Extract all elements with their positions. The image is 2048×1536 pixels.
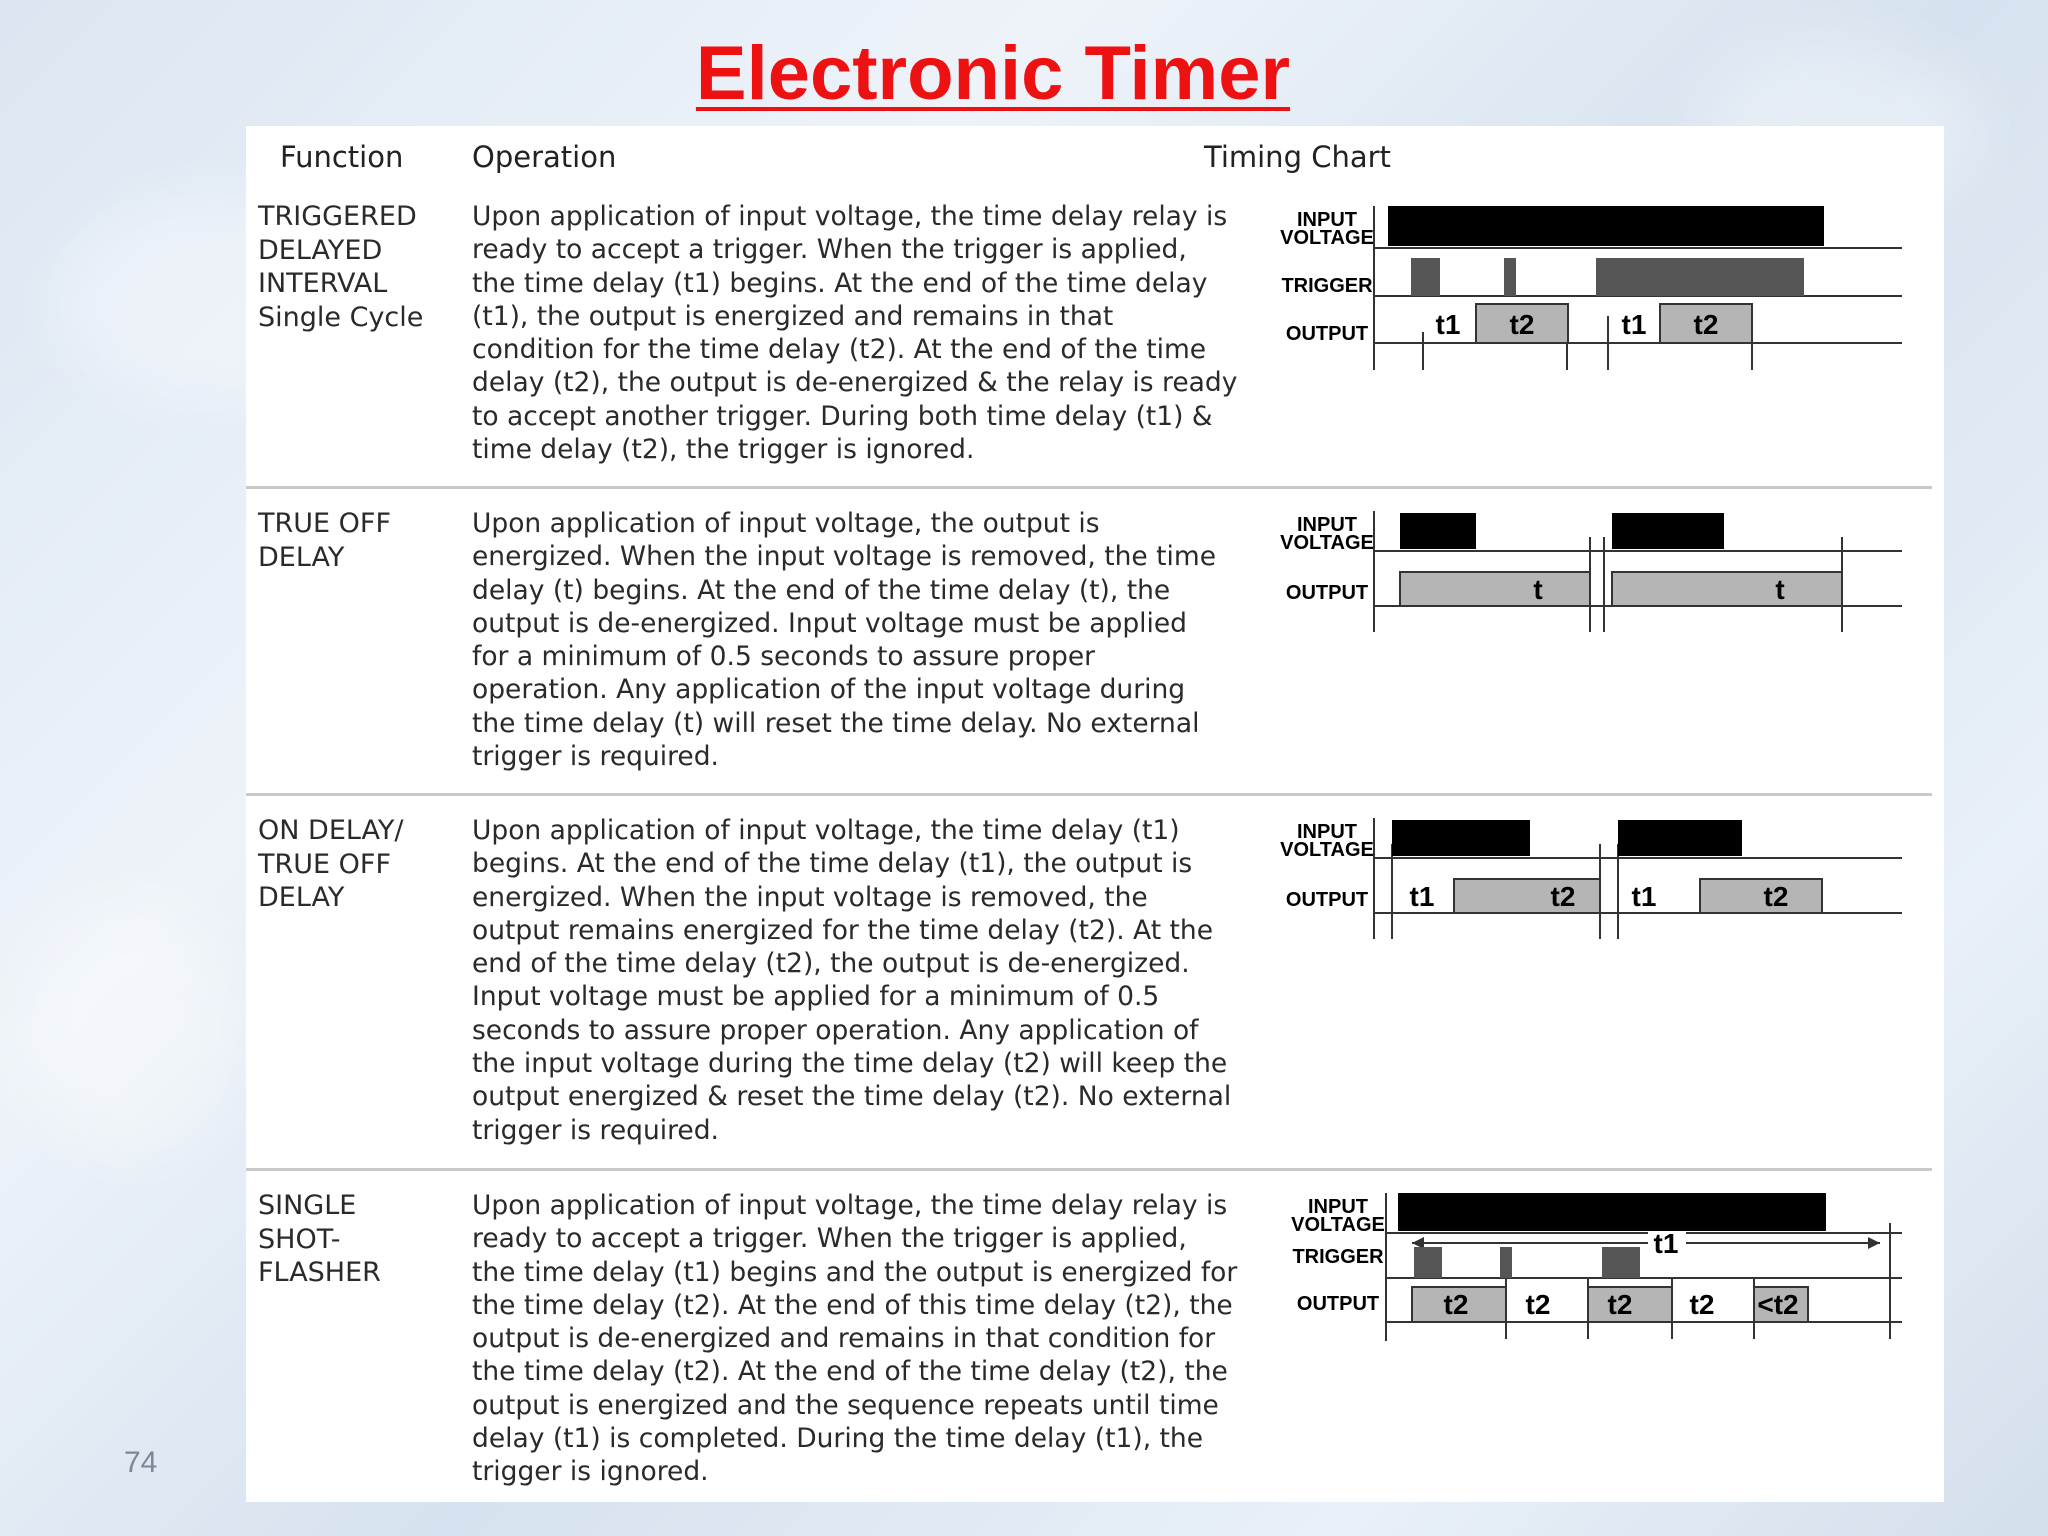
row-divider <box>246 1168 1932 1171</box>
slide-number: 74 <box>124 1446 158 1479</box>
header-timing-chart: Timing Chart <box>1204 140 1391 174</box>
delay-label: t2 <box>1689 1289 1715 1320</box>
input-label: INPUT <box>1308 1196 1368 1218</box>
delay-label: t2 <box>1607 1289 1633 1320</box>
operation-text: Upon application of input voltage, the time delay relay is ready to accept a trigger. When the trigger is applied, the time delay (t1) begins. At the end of the time delay (t1), the output is energized and remains in that condition for the time delay (t2). At the end of the time delay (t2), the output is de-energized & the relay is ready to accept another trigger. During both time delay (t1) & time delay (t2), the trigger is ignored. <box>472 201 1238 466</box>
operation-text: Upon application of input voltage, the time delay (t1) begins. At the end of the time delay (t1), the output is energized. When the input voltage is removed, the output remains energized for the time delay (t2). At the end of the time delay (t2), the output is de-energized. Input voltage must be applied for a minimum of 0.5 seconds to assure proper operation. Any application of the input voltage during the time delay (t2) will keep the output energized & reset the time delay (t2). No external trigger is required. <box>472 815 1232 1146</box>
delay-label: t2 <box>1550 881 1576 912</box>
operation-text: Upon application of input voltage, the time delay relay is ready to accept a trigger. When the trigger is applied, the time delay (t1) begins and the output is energized for the time delay (t2). At the end of this time delay (t2), the output is de-energized and remains in that condition for the time delay (t2). At the end of the time delay (t2), the output is energized and the sequence repeats until time delay (t1) is completed. During the time delay (t1), the trigger is ignored. <box>472 1190 1238 1488</box>
header-operation: Operation <box>472 140 617 174</box>
delay-label: t2 <box>1693 309 1719 340</box>
table-row-triggered-delayed-interval <box>246 200 1932 490</box>
function-name: TRIGGERED DELAYED INTERVAL Single Cycle <box>258 201 424 333</box>
timing-chart-triggered <box>1262 200 1902 374</box>
timing-chart-single-shot-flasher <box>1262 1189 1902 1353</box>
delay-label: t2 <box>1525 1289 1551 1320</box>
input-label: INPUT <box>1297 209 1357 231</box>
output-label: OUTPUT <box>1285 582 1369 604</box>
timing-chart-on-delay <box>1262 814 1902 948</box>
delay-label: t1 <box>1435 309 1461 340</box>
delay-label: t1 <box>1409 881 1435 912</box>
function-name: ON DELAY/ TRUE OFF DELAY <box>258 815 404 913</box>
output-label: OUTPUT <box>1285 323 1369 345</box>
table-row-single-shot-flasher <box>246 1189 1932 1499</box>
input-label: INPUT <box>1297 821 1357 843</box>
slide-title: Electronic Timer <box>695 31 1291 116</box>
voltage-label: VOLTAGE <box>1280 532 1374 554</box>
input-voltage-pulse <box>1388 206 1824 246</box>
timing-chart-true-off-delay <box>1262 507 1902 641</box>
delay-label: t1 <box>1653 1228 1679 1259</box>
output-label: OUTPUT <box>1285 889 1369 911</box>
function-name: SINGLE SHOT- FLASHER <box>258 1190 381 1288</box>
delay-label: t <box>1775 574 1785 605</box>
delay-label: t2 <box>1443 1289 1469 1320</box>
input-label: INPUT <box>1297 514 1357 536</box>
delay-label: t2 <box>1763 881 1789 912</box>
voltage-label: VOLTAGE <box>1280 839 1374 861</box>
output-label: OUTPUT <box>1296 1293 1380 1315</box>
row-divider <box>246 793 1932 796</box>
delay-label: t1 <box>1631 881 1657 912</box>
delay-label: <t2 <box>1757 1289 1799 1320</box>
row-divider <box>246 486 1932 489</box>
header-function: Function <box>280 140 404 174</box>
function-name: TRUE OFF DELAY <box>258 508 391 573</box>
trigger-label: TRIGGER <box>1281 275 1373 297</box>
delay-label: t <box>1533 574 1543 605</box>
operation-text: Upon application of input voltage, the output is energized. When the input voltage is removed, the time delay (t) begins. At the end of the time delay (t), the output is de-energized. Input voltage must be applied for a minimum of 0.5 seconds to assure proper operation. Any application of the input voltage during the time delay (t) will reset the time delay. No external trigger is required. <box>472 508 1217 773</box>
table-row-on-delay-true-off-delay <box>246 814 1932 1174</box>
voltage-label: VOLTAGE <box>1291 1214 1385 1236</box>
delay-label: t2 <box>1509 309 1535 340</box>
trigger-label: TRIGGER <box>1292 1246 1384 1268</box>
table-row-true-off-delay <box>246 507 1932 797</box>
timer-function-table <box>246 126 1944 1502</box>
voltage-label: VOLTAGE <box>1280 227 1374 249</box>
delay-label: t1 <box>1621 309 1647 340</box>
